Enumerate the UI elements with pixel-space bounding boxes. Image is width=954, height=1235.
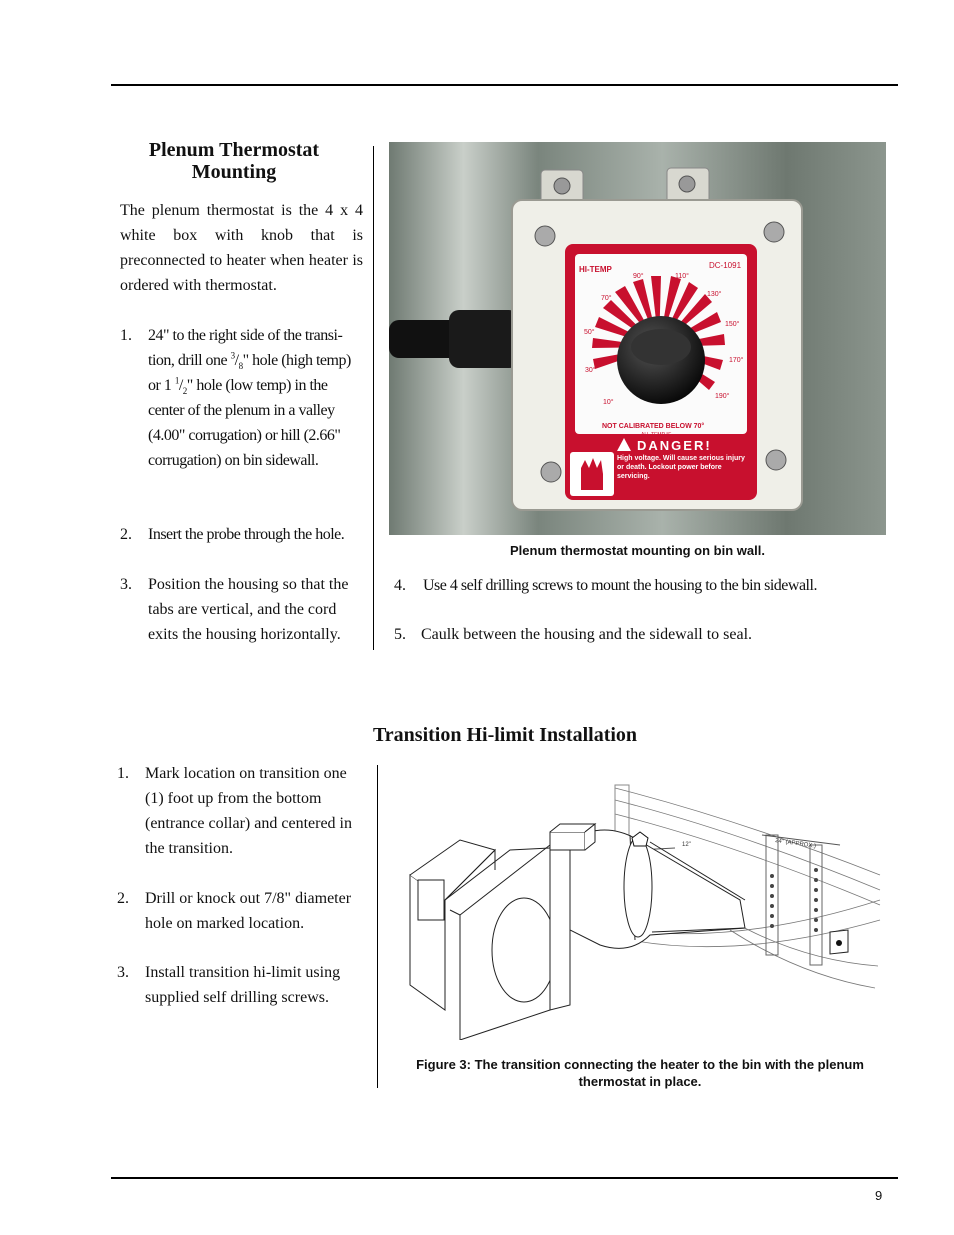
thermostat-photo xyxy=(389,142,886,535)
hi-limit-box xyxy=(550,832,585,850)
page-number: 9 xyxy=(875,1188,883,1203)
transition-body xyxy=(570,830,745,948)
svg-text:150°: 150° xyxy=(725,321,740,328)
section-title-plenum: Plenum Thermostat Mounting xyxy=(148,139,320,183)
screw-icon xyxy=(535,226,555,246)
plenum-step-4: 4. Use 4 self drilling screws to mount the housing to the bin sidewall. xyxy=(394,577,817,594)
screw-icon xyxy=(541,462,561,482)
screw-icon xyxy=(554,178,570,194)
screw-icon xyxy=(679,176,695,192)
knob-cap xyxy=(631,329,691,365)
plenum-step-1 xyxy=(120,323,365,498)
plenum-step-5: 5. Caulk between the housing and the sidewall to seal. xyxy=(394,626,753,643)
transition-step-3: 3. Install transition hi-limit using supplied self drilling screws. xyxy=(117,964,341,1006)
label-warning: High voltage. Will cause serious injury or death. Lockout power before servicing. xyxy=(617,455,745,480)
heater-block xyxy=(418,880,444,920)
step-number: 1. xyxy=(120,327,132,344)
label-brand: HI-TEMP xyxy=(579,265,612,274)
label-danger: DANGER! xyxy=(637,438,712,453)
hand-icon xyxy=(581,458,603,490)
label-model: DC-1091 xyxy=(709,261,742,270)
dimension-height: 12" xyxy=(682,842,691,848)
svg-text:10°: 10° xyxy=(603,399,614,406)
header-rule xyxy=(111,84,898,86)
photo-caption: Plenum thermostat mounting on bin wall. xyxy=(510,543,765,558)
screw-icon xyxy=(766,450,786,470)
svg-text:50°: 50° xyxy=(584,329,595,336)
step-text: 24" to the right side of the transi- tion, drill one $^3/_8$" hole (high temp) or 1 $^1/_2$" hole (low temp) in the center of the plenum in a valley (4.00" corrugation) or hill (2.66" corrugation) on bin sidewall. xyxy=(148,327,351,469)
plenum-step-3: 3. Position the housing so that the tabs are vertical, and the cord exits the housing horizontally. xyxy=(120,576,349,643)
svg-text:70°: 70° xyxy=(601,295,612,302)
label-note: NOT CALIBRATED BELOW 70° xyxy=(602,423,705,430)
hi-limit-marker-icon xyxy=(632,832,648,846)
plenum-step-2: 2. Insert the probe through the hole. xyxy=(120,526,345,543)
cord-grip xyxy=(449,310,519,368)
transition-step-1: 1. Mark location on transition one (1) foot up from the bottom (entrance collar) and centered in the transition. xyxy=(117,765,352,857)
svg-text:170°: 170° xyxy=(729,357,744,364)
transition-step-2: 2. Drill or knock out 7/8" diameter hole on marked location. xyxy=(117,890,352,932)
column-divider-2 xyxy=(377,765,378,1088)
screw-icon xyxy=(764,222,784,242)
svg-text:90°: 90° xyxy=(633,273,644,280)
figure-caption: Figure 3: The transition connecting the heater to the bin with the plenum thermostat in place. xyxy=(416,1057,864,1089)
svg-text:190°: 190° xyxy=(715,393,730,400)
heater-opening xyxy=(492,898,556,1002)
section-title-transition: Transition Hi-limit Installation xyxy=(372,724,638,746)
svg-text:110°: 110° xyxy=(675,273,689,280)
column-divider xyxy=(373,146,374,650)
transition-drawing xyxy=(400,780,885,1040)
dimension-offset: 24" (APPROX.) xyxy=(774,838,817,850)
plenum-intro: The plenum thermostat is the 4 x 4 white box with knob that is preconnected to heater when heater is ordered with thermostat. xyxy=(120,202,363,294)
svg-text:30°: 30° xyxy=(585,367,596,374)
label-note-2: ALL TEMP °F xyxy=(641,432,672,438)
svg-text:130°: 130° xyxy=(707,291,722,298)
footer-rule xyxy=(111,1177,898,1179)
